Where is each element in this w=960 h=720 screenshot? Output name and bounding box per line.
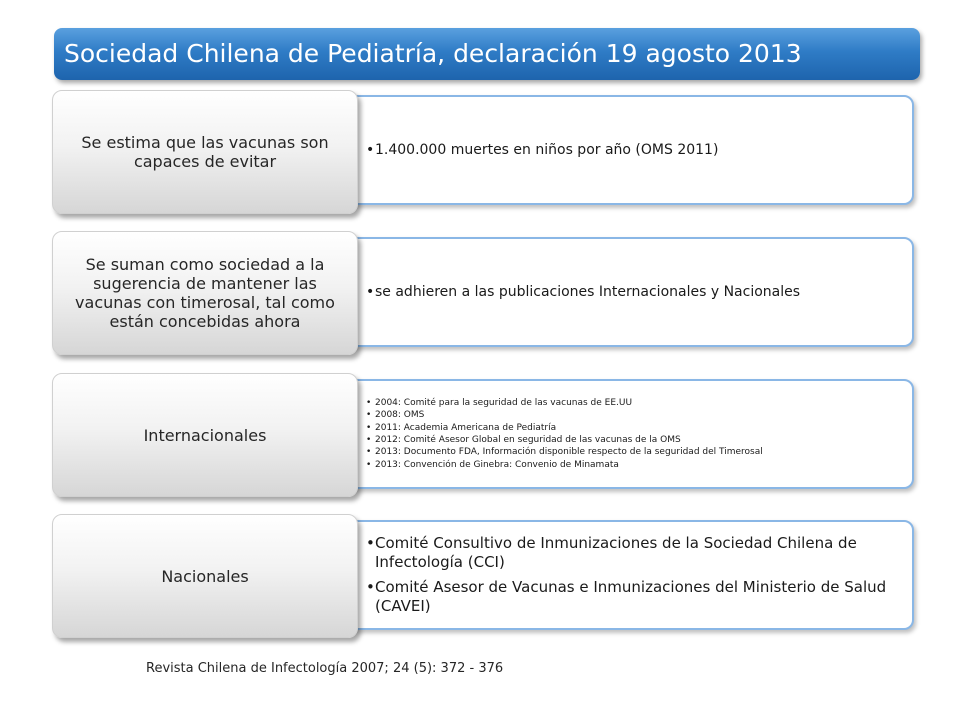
- row-1-detail-box: [342, 95, 914, 205]
- row-3-bullet-list: [366, 397, 763, 471]
- row-4-bullet-list: [366, 534, 902, 616]
- row-3-bullet-1: • 2004: Comité para la seguridad de las vacunas de EE.UU: [366, 397, 763, 409]
- row-4-detail-box: [342, 520, 914, 630]
- row-2-detail-box: [342, 237, 914, 347]
- row-3-bullet-5: • 2013: Documento FDA, Información disponible respecto de la seguridad del Timerosal: [366, 446, 763, 458]
- row-3-bullet-3: • 2011: Academia Americana de Pediatría: [366, 422, 763, 434]
- row-4-label: Nacionales: [161, 566, 249, 586]
- row-2-bullet-list: [366, 283, 800, 301]
- row-1-bullet-1: • 1.400.000 muertes en niños por año (OMS 2011): [366, 141, 718, 159]
- citation: Revista Chilena de Infectología 2007; 24 (5): 372 - 376: [146, 661, 504, 676]
- row-3-bullet-2: • 2008: OMS: [366, 409, 763, 421]
- row-4-label-box: [52, 514, 358, 638]
- row-3-bullet-4: • 2012: Comité Asesor Global en seguridad de las vacunas de la OMS: [366, 434, 763, 446]
- row-4-bullet-2: • Comité Asesor de Vacunas e Inmunizaciones del Ministerio de Salud (CAVEI): [366, 578, 902, 616]
- row-1-label: Se estima que las vacunas son capaces de evitar: [81, 133, 329, 171]
- row-2-label: Se suman como sociedad a la sugerencia de mantener las vacunas con timerosal, tal como están concebidas ahora: [75, 255, 335, 331]
- row-3-label-box: [52, 373, 358, 497]
- row-4-bullet-1: • Comité Consultivo de Inmunizaciones de la Sociedad Chilena de Infectología (CCI): [366, 534, 902, 572]
- row-3-bullet-6: • 2013: Convención de Ginebra: Convenio de Minamata: [366, 459, 763, 471]
- row-1-bullet-list: [366, 141, 718, 159]
- row-2-label-box: [52, 231, 358, 355]
- row-1-label-box: [52, 90, 358, 214]
- row-3-detail-box: [342, 379, 914, 489]
- slide-title: Sociedad Chilena de Pediatría, declaración 19 agosto 2013: [54, 28, 920, 80]
- row-3-label: Internacionales: [143, 425, 267, 445]
- row-2-bullet-1: • se adhieren a las publicaciones Internacionales y Nacionales: [366, 283, 800, 301]
